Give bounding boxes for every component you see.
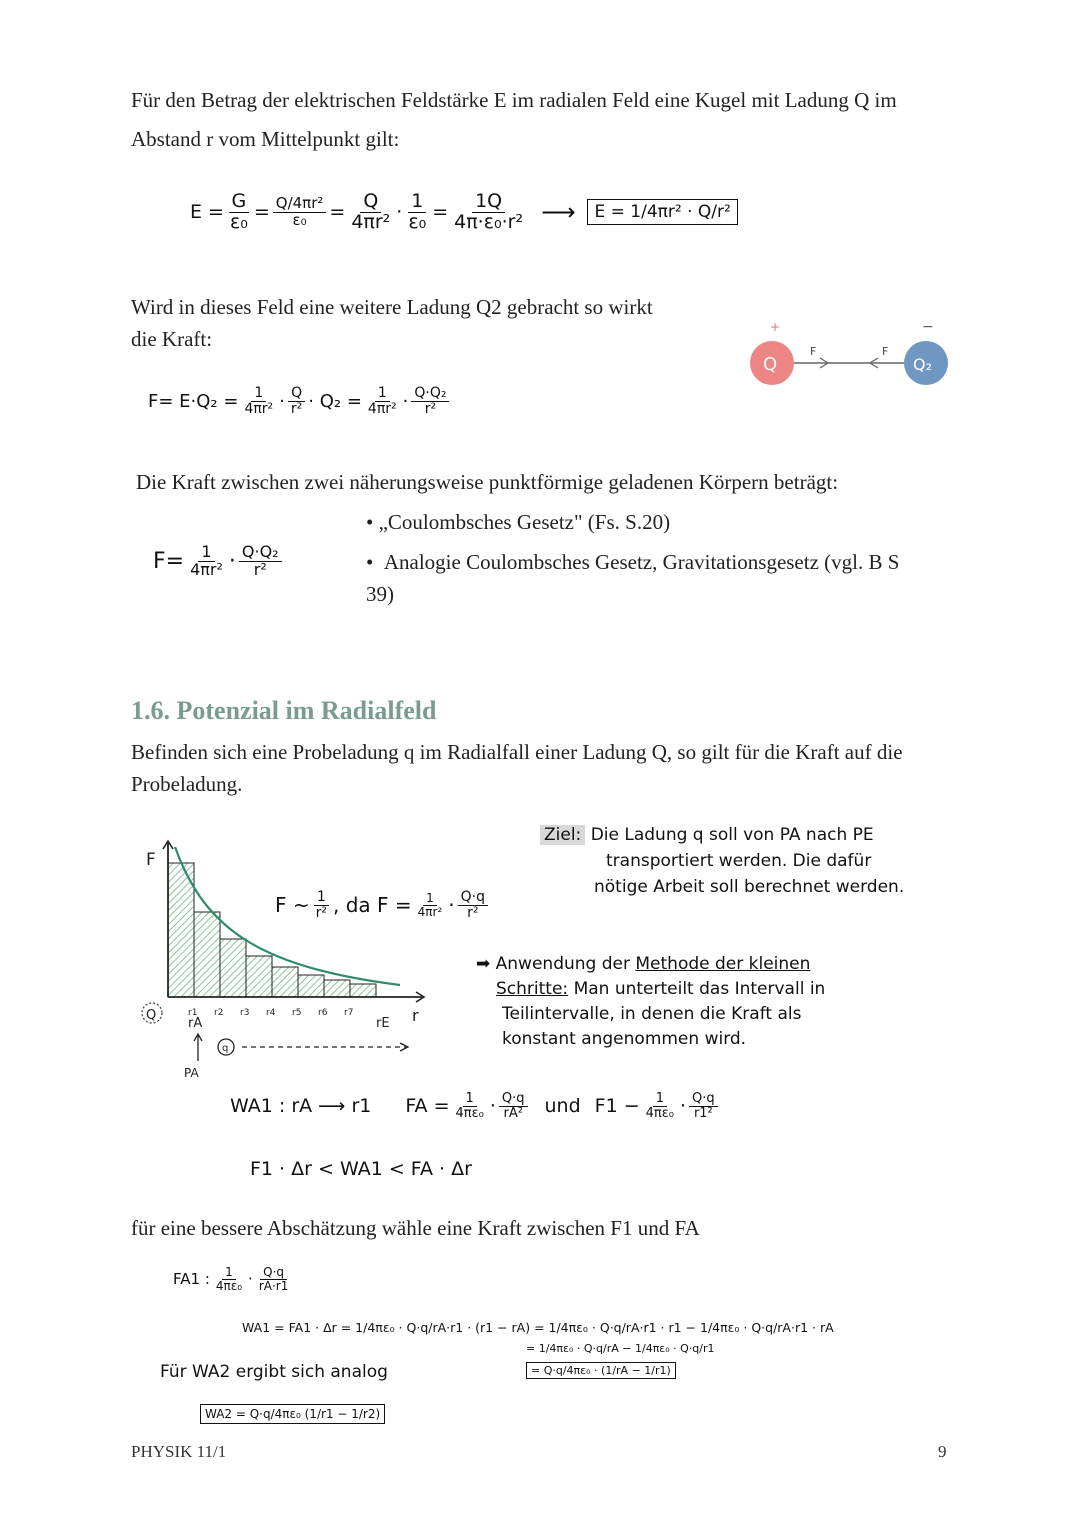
svg-text:r7: r7	[344, 1008, 354, 1018]
intro-paragraph	[131, 84, 1011, 155]
pa-label: PA	[184, 1066, 199, 1080]
field-result-box: E = 1/4πr² · Q/r²	[587, 199, 737, 225]
y-axis-label: F	[146, 850, 156, 870]
x-axis-label: r	[412, 1006, 419, 1025]
footer-course: PHYSIK 11/1	[131, 1442, 227, 1461]
step-rect-4	[246, 956, 272, 997]
force-formula: F= E·Q₂ = $\frac{1}{\text{4πr²}}$ · $\frac{Q}{\text{r²}}$ · Q₂ = $\frac{1}{\text{4πr²}}$ · $\frac{\text{Q·Q₂}}{\text{r²}}$	[148, 386, 452, 416]
probe-charge-label: q	[222, 1043, 229, 1054]
source-charge-label: Q	[146, 1008, 157, 1023]
step-rect-6	[298, 975, 324, 997]
bullet-item-1: • „Coulombsches Gesetz" (Fs. S.20)	[366, 510, 671, 534]
positive-charge-label: Q	[763, 354, 778, 375]
second-charge-line-1: Wird in dieses Feld eine weitere Ladung Q2 gebracht so wirkt	[131, 295, 653, 319]
second-charge-paragraph	[131, 291, 731, 355]
section-title: 1.6. Potenzial im Radialfeld	[131, 696, 437, 725]
intro-line-1: Für den Betrag der elektrischen Feldstärke E im radialen Feld eine Kugel mit Ladung Q im	[131, 88, 897, 112]
estimate-text: für eine bessere Abschätzung wähle eine Kraft zwischen F1 und FA	[131, 1216, 700, 1240]
svg-text:r4: r4	[266, 1008, 276, 1018]
re-label: rE	[376, 1016, 390, 1031]
charges-diagram	[740, 315, 960, 395]
svg-text:r3: r3	[240, 1008, 250, 1018]
svg-text:r1: r1	[188, 1008, 198, 1018]
step-rect-1	[168, 863, 194, 997]
field-frac-5: $\frac{1Q}{\text{4π·ε₀·r²}}$	[454, 190, 524, 233]
page-number: 9	[938, 1442, 947, 1461]
intro-line-2: Abstand r vom Mittelpunkt gilt:	[131, 127, 400, 151]
arrow-icon: ⟶	[541, 198, 576, 227]
force-label-left: F	[810, 345, 817, 358]
method-note: ➡ Anwendung der Methode der kleinen Schritte: Man unterteilt das Intervall in Teilintervalle, in denen die Kraft als konstant angenommen wird.	[476, 954, 826, 1049]
field-frac-3: $\frac{Q}{\text{4πr²}}$	[351, 190, 391, 233]
work-step-1: WA1 : rA ⟶ r1 FA = $\frac{1}{\text{4πε₀}}$ · $\frac{Q\cdot q}{\text{rA²}}$ und F1 − $\frac{1}{\text{4πε₀}}$ · $\frac{Q\cdot q}{\text{r1²}}$	[230, 1092, 721, 1120]
coulomb-formula: F= $\frac{1}{\text{4πr²}}$ · $\frac{\text{Q·Q₂}}{\text{r²}}$	[153, 544, 285, 579]
step-rect-8	[350, 984, 376, 997]
force-label-right: F	[882, 345, 889, 358]
wa1-result-box: = Q·q/4πε₀ · (1/rA − 1/r1)	[526, 1362, 676, 1379]
coulomb-bullets	[366, 506, 986, 610]
step-rect-7	[324, 980, 350, 997]
method-arrow-icon: ➡	[476, 954, 491, 974]
field-frac-4: $\frac{1}{\text{ε₀}}$	[408, 190, 427, 233]
negative-charge-label: Q₂	[913, 355, 933, 374]
ra-label: rA	[188, 1016, 203, 1031]
field-formula: E = $\frac{G}{\text{ε₀}}$ = $\frac{\text{Q/4πr²}}{\text{ε₀}}$ = $\frac{Q}{\text{4πr²}}$ · $\frac{1}{\text{ε₀}}$ = $\frac{1Q}{\text{4π·ε₀·r²}}$ ⟶ E = 1/4πr² · Q/r²	[190, 192, 738, 233]
work-inequality: F1 · Δr < WA1 < FA · Δr	[250, 1158, 472, 1180]
wa2-text: Für WA2 ergibt sich analog	[160, 1362, 388, 1382]
section-paragraph: Befinden sich eine Probeladung q im Radialfall einer Ladung Q, so gilt für die Kraft auf die Probeladung.	[131, 740, 903, 796]
goal-note: Ziel: Die Ladung q soll von PA nach PE transportiert werden. Die dafür nötige Arbeit soll berechnet werden.	[540, 822, 960, 900]
field-frac-2: $\frac{\text{Q/4πr²}}{\text{ε₀}}$	[273, 196, 327, 229]
wa1-calculation-step-2: = 1/4πε₀ · Q·q/rA − 1/4πε₀ · Q·q/r1	[526, 1342, 715, 1355]
second-charge-line-2: die Kraft:	[131, 327, 213, 351]
fa1-formula: FA1 : $\frac{1}{\text{4πε₀}}$ · $\frac{Q\cdot q}{rA\cdot r1}$	[173, 1265, 289, 1293]
goal-label: Ziel:	[540, 825, 585, 845]
svg-text:r2: r2	[214, 1008, 224, 1018]
field-frac-1: $\frac{G}{\text{ε₀}}$	[229, 190, 248, 233]
field-lhs: E =	[190, 201, 224, 224]
bullet-item-2: • Analogie Coulombsches Gesetz, Gravitationsgesetz (vgl. B S	[366, 550, 900, 574]
minus-sign: −	[922, 319, 934, 335]
wa1-calculation: WA1 = FA1 · Δr = 1/4πε₀ · Q·q/rA·r1 · (r1 − rA) = 1/4πε₀ · Q·q/rA·r1 · r1 − 1/4πε₀ · Q·q/rA·r1 · rA	[242, 1320, 834, 1335]
step-rect-5	[272, 967, 298, 997]
bullet-item-2-cont: 39)	[366, 582, 394, 606]
step-rect-3	[220, 939, 246, 997]
proportionality-formula: F ~ $\frac{1}{\text{r²}}$ , da F = $\frac{1}{\text{4πr²}}$ · $\frac{Q\cdot q}{\text{r²}}$	[275, 890, 491, 920]
wa2-formula	[200, 1404, 385, 1424]
coulomb-intro: Die Kraft zwischen zwei näherungsweise punktförmige geladenen Körpern beträgt:	[136, 470, 839, 494]
svg-text:r5: r5	[292, 1008, 302, 1018]
plus-sign: +	[770, 320, 781, 334]
force-graph	[130, 835, 450, 1085]
svg-text:r6: r6	[318, 1008, 328, 1018]
wa2-result-box: WA2 = Q·q/4πε₀ (1/r1 − 1/r2)	[200, 1404, 385, 1424]
step-rect-2	[194, 912, 220, 997]
